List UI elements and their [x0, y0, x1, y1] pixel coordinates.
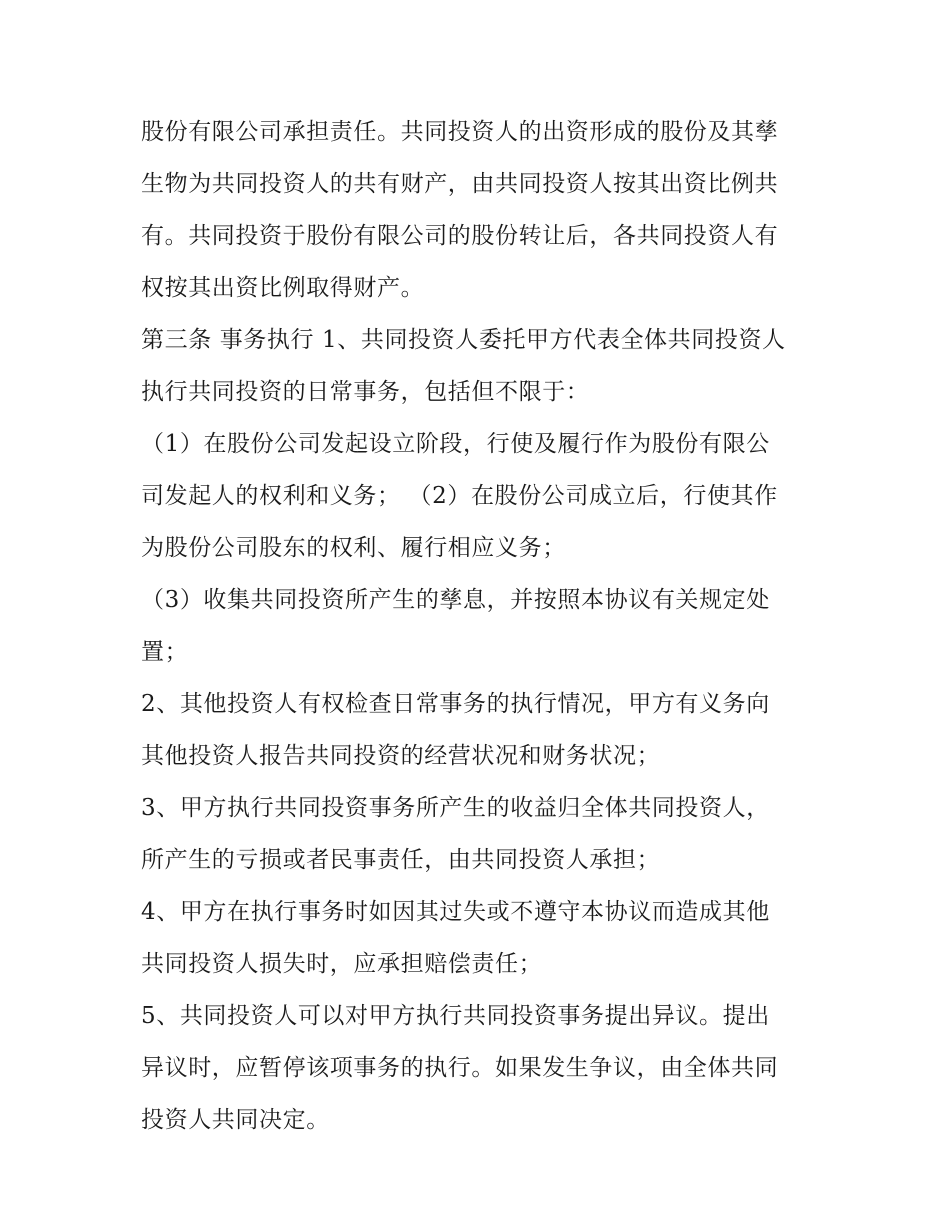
- text-line-11: 置；: [141, 639, 189, 665]
- text-line-9: 为股份公司股东的权利、履行相应义务；: [141, 535, 566, 561]
- text-line-4: 权按其出资比例取得财产。: [141, 275, 425, 301]
- text-line-19: 异议时，应暂停该项事务的执行。如果发生争议，由全体共同: [141, 1055, 779, 1081]
- text-line-1: 股份有限公司承担责任。共同投资人的出资形成的股份及其孳: [141, 119, 779, 145]
- text-line-7: （1）在股份公司发起设立阶段，行使及履行作为股份有限公: [141, 431, 770, 457]
- text-line-16: 4、甲方在执行事务时如因其过失或不遵守本协议而造成其他: [141, 899, 770, 925]
- text-line-14: 3、甲方执行共同投资事务所产生的收益归全体共同投资人，: [141, 795, 770, 821]
- text-line-6: 执行共同投资的日常事务，包括但不限于：: [141, 379, 590, 405]
- text-line-5: 第三条 事务执行 1、共同投资人委托甲方代表全体共同投资人: [141, 327, 786, 353]
- text-line-12: 2、其他投资人有权检查日常事务的执行情况，甲方有义务向: [141, 691, 770, 717]
- text-line-20: 投资人共同决定。: [141, 1107, 330, 1133]
- text-line-10: （3）收集共同投资所产生的孳息，并按照本协议有关规定处: [141, 587, 770, 613]
- document-body: [141, 106, 821, 1146]
- text-line-18: 5、共同投资人可以对甲方执行共同投资事务提出异议。提出: [141, 1003, 770, 1029]
- text-line-2: 生物为共同投资人的共有财产，由共同投资人按其出资比例共: [141, 171, 779, 197]
- text-line-3: 有。共同投资于股份有限公司的股份转让后，各共同投资人有: [141, 223, 779, 249]
- text-line-15: 所产生的亏损或者民事责任，由共同投资人承担；: [141, 847, 661, 873]
- text-line-17: 共同投资人损失时，应承担赔偿责任；: [141, 951, 543, 977]
- text-line-8: 司发起人的权利和义务； （2）在股份公司成立后，行使其作: [141, 483, 778, 509]
- text-line-13: 其他投资人报告共同投资的经营状况和财务状况；: [141, 743, 661, 769]
